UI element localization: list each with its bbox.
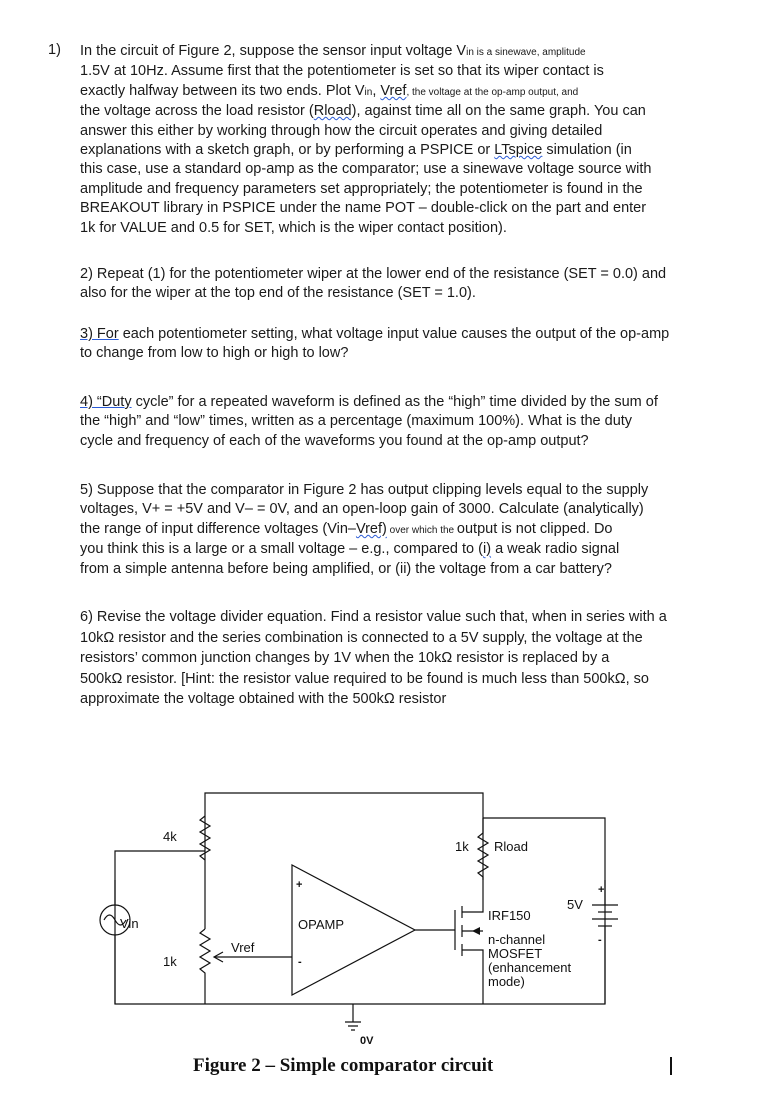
q4-line-2: the “high” and “low” times, written as a percentage (maximum 100%). What is the duty (80, 413, 633, 430)
q1-line-3: exactly halfway between its two ends. Plot V (80, 82, 365, 99)
r-bottom-label: 1k (163, 954, 177, 969)
q1-line-6a: explanations with a sketch graph, or by performing a PSPICE or (80, 142, 495, 159)
battery-plus-label: + (598, 884, 605, 896)
question-1-number: 1) (48, 42, 61, 58)
ground-label: 0V (360, 1035, 374, 1047)
mosfet-desc-line: (enhancement (488, 960, 572, 975)
q5-line-4a: you think this is a large or a small voltage – e.g., compared to ( (80, 541, 483, 558)
mosfet-desc-line: MOSFET (488, 946, 543, 961)
rload-word: Rload (313, 103, 352, 120)
mosfet-desc-line: n-channel (488, 932, 546, 947)
q5-line-3-small: over which the (386, 524, 457, 536)
top-wire (205, 793, 483, 880)
q6-line-2: 10kΩ resistor and the series combination is connected to a 5V supply, the voltage at the (80, 629, 643, 646)
vref-word: Vref (380, 82, 407, 99)
vref-word: Vref) (355, 520, 387, 537)
q3-line-1: each potentiometer setting, what voltage input value causes the output of the op-amp (118, 326, 670, 342)
opamp-minus-label: - (298, 956, 302, 968)
q5-line-3b: output is not clipped. Do (456, 520, 613, 537)
q4-line-1: cycle” for a repeated waveform is defined as the “high” time divided by the sum of (131, 394, 658, 410)
q1-line-3-small: , the voltage at the op-amp output, and (406, 86, 579, 98)
vin-label: Vin (120, 916, 139, 931)
q4-line-3: cycle and frequency of each of the waveforms you found at the op-amp output? (80, 432, 589, 449)
ltspice-word: LTspice (494, 142, 543, 159)
opamp-plus-label: + (296, 879, 303, 891)
q2-line-2: also for the wiper at the top end of the resistance (SET = 1.0). (80, 285, 476, 302)
q6-line-1: 6) Revise the voltage divider equation. Find a resistor value such that, when in series with a (80, 609, 667, 625)
ground-symbol (345, 1022, 361, 1030)
mosfet-desc-line: mode) (488, 974, 525, 989)
q5-line-2: voltages, V+ = +5V and V– = 0V, and an open-loop gain of 3000. Calculate (analytically) (80, 501, 644, 518)
q6-line-4: 500kΩ resistor. [Hint: the resistor value required to be found is much less than 500kΩ, so (80, 670, 649, 687)
supply-label: 5V (567, 897, 583, 912)
q4-number: 4) “Duty (80, 394, 132, 410)
rload-value-label: 1k (455, 839, 469, 854)
comma: , (372, 82, 381, 99)
q5-line-3a: the range of input difference voltages (Vin– (80, 520, 356, 537)
q6-line-3: resistors’ common junction changes by 1V when the 10kΩ resistor is replaced by a (80, 650, 610, 667)
plus-input-wire (205, 865, 292, 893)
q1-line-2: 1.5V at 10Hz. Assume first that the potentiometer is set so that its wiper contact is (80, 63, 604, 80)
resistor-1k-pot (200, 929, 210, 983)
vin-subscript: in (466, 47, 474, 58)
q1-line-10: 1k for VALUE and 0.5 for SET, which is the wiper contact position). (80, 219, 507, 236)
q1-line-8: amplitude and frequency parameters set appropriately; the potentiometer is found in the (80, 180, 643, 197)
q1-line-4a: the voltage across the load resistor ( (80, 103, 314, 120)
battery-minus-label: - (598, 934, 602, 946)
q5-line-5: from a simple antenna before being amplified, or (ii) the voltage from a car battery? (80, 560, 612, 577)
vref-label: Vref (231, 940, 255, 955)
q1-line-9: BREAKOUT library in PSPICE under the name POT – double-click on the part and enter (80, 200, 647, 217)
q1-line-4b: ), against time all on the same graph. You can (351, 103, 646, 120)
q1-line-5: answer this either by working through how the circuit operates and giving detailed (80, 122, 603, 139)
figure-caption: Figure 2 – Simple comparator circuit (193, 1055, 494, 1076)
q3-number: 3) For (80, 326, 119, 342)
q2-line-1: 2) Repeat (1) for the potentiometer wiper at the lower end of the resistance (SET = 0.0) and (80, 266, 667, 282)
q6-line-5: approximate the voltage obtained with the 500kΩ resistor (80, 691, 447, 708)
q5-line-4b: a weak radio signal (491, 541, 620, 558)
q1-line-6b: simulation (in (542, 142, 632, 159)
text-cursor (670, 1057, 672, 1075)
mosfet-model-label: IRF150 (488, 908, 531, 923)
r-top-label: 4k (163, 829, 177, 844)
rload-name-label: Rload (494, 839, 528, 854)
q5-line-1: 5) Suppose that the comparator in Figure 2 has output clipping levels equal to the supply (80, 482, 649, 498)
q1-line-7: this case, use a standard op-amp as the comparator; use a sinewave voltage source with (80, 161, 652, 178)
vin-subscript: in (364, 86, 373, 98)
opamp-label: OPAMP (298, 917, 344, 932)
mosfet-arrow (472, 927, 480, 935)
i-word: i) (482, 541, 492, 558)
q1-line-1-small: is a sinewave, amplitude (473, 47, 586, 58)
left-top-wire (115, 851, 205, 880)
q3-line-2: to change from low to high or high to low? (80, 345, 349, 362)
q1-line-1: In the circuit of Figure 2, suppose the sensor input voltage V (80, 43, 467, 59)
